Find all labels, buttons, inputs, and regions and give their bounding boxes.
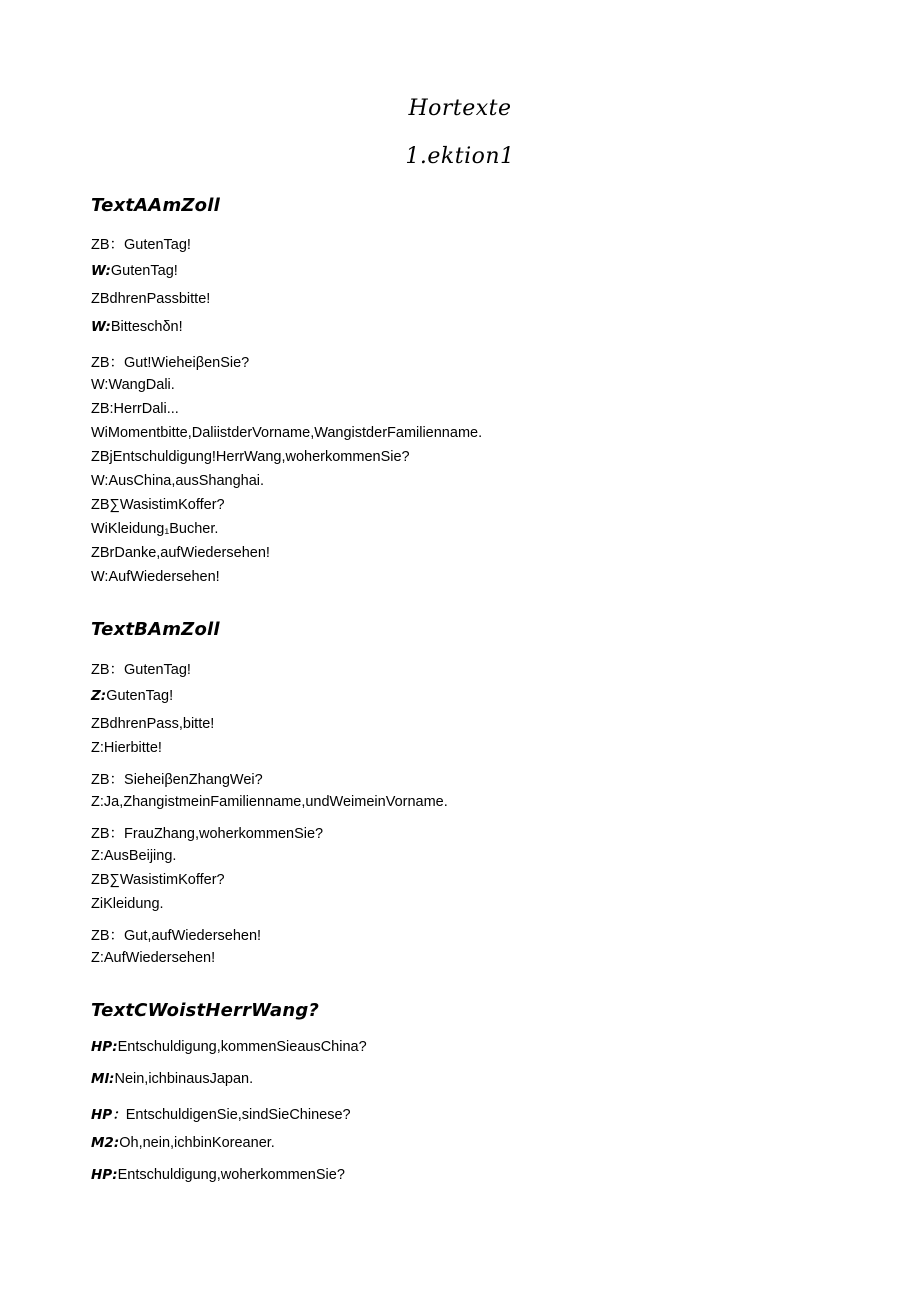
speaker-label: Z: <box>91 688 107 704</box>
line-text: ZBdhrenPassbitte! <box>91 291 211 307</box>
speaker-label: W: <box>91 319 111 335</box>
dialogue-line <box>91 497 225 513</box>
line-text: SieheiβenZhangWei? <box>124 772 263 788</box>
line-text: ZiKleidung. <box>91 896 164 912</box>
speaker-label: ZB： <box>91 355 125 371</box>
line-text: ZBdhrenPass,bitte! <box>91 716 215 732</box>
line-text: W:AusChina,ausShanghai. <box>91 473 265 489</box>
dialogue-line <box>91 740 162 756</box>
line-text: Bitteschδn! <box>110 319 183 335</box>
line-text: Z:AufWiedersehen! <box>91 950 216 966</box>
dialogue-line <box>91 872 225 888</box>
document-subtitle: 1.ektion1 <box>405 144 515 169</box>
dialogue-line <box>91 569 220 585</box>
line-text: ZBjEntschuldigung!HerrWang,woherkommenSie? <box>91 449 410 465</box>
dialogue-line <box>91 401 179 417</box>
section-heading-text-c: TextCWoistHerrWang? <box>91 1000 320 1021</box>
dialogue-line <box>91 688 173 704</box>
dialogue-line <box>91 1039 367 1055</box>
speaker-label: ZB： <box>91 772 125 788</box>
line-text: ZB∑WasistimKoffer? <box>91 497 225 513</box>
dialogue-line <box>91 1167 345 1183</box>
dialogue-line <box>91 233 191 254</box>
dialogue-line <box>91 768 263 789</box>
speaker-label: ZB： <box>91 662 125 678</box>
line-text: GutenTag! <box>106 688 174 704</box>
dialogue-line <box>91 658 191 679</box>
line-text: ZB:HerrDali... <box>91 401 179 417</box>
section-heading-text-a: TextAAmZoll <box>91 195 220 216</box>
dialogue-line <box>91 716 214 732</box>
dialogue-line <box>91 794 448 810</box>
dialogue-line <box>91 319 183 335</box>
dialogue-line <box>91 1071 253 1087</box>
speaker-label: HP: <box>91 1039 118 1055</box>
dialogue-line <box>91 473 264 489</box>
line-text: WiKleidung₁Bucher. <box>91 521 219 537</box>
document-title: Hortexte <box>408 96 512 121</box>
line-text: Gut!WieheiβenSie? <box>124 355 250 371</box>
dialogue-line <box>91 848 176 864</box>
line-text: Gut,aufWiedersehen! <box>124 928 262 944</box>
dialogue-line <box>91 896 164 912</box>
line-text: ZB∑WasistimKoffer? <box>91 872 225 888</box>
speaker-label: M2: <box>91 1135 120 1151</box>
dialogue-line <box>91 822 323 843</box>
speaker-label: Ml: <box>91 1071 115 1087</box>
dialogue-line <box>91 521 218 537</box>
line-text: ZBrDanke,aufWiedersehen! <box>91 545 270 561</box>
speaker-label: W: <box>91 263 111 279</box>
dialogue-line <box>91 425 482 441</box>
line-text: FrauZhang,woherkommenSie? <box>124 826 324 842</box>
dialogue-line <box>91 1103 351 1123</box>
line-text: Entschuldigung,woherkommenSie? <box>117 1167 345 1183</box>
line-text: GutenTag! <box>124 237 191 253</box>
speaker-label: HP： <box>91 1107 126 1123</box>
line-text: Nein,ichbinausJapan. <box>114 1071 254 1087</box>
speaker-label: HP: <box>91 1167 118 1183</box>
line-text: GutenTag! <box>124 662 191 678</box>
dialogue-line <box>91 950 215 966</box>
dialogue-line <box>91 351 249 372</box>
dialogue-line <box>91 545 270 561</box>
dialogue-line <box>91 377 175 393</box>
speaker-label: ZB： <box>91 826 125 842</box>
dialogue-line <box>91 263 178 279</box>
line-text: Entschuldigung,kommenSieausChina? <box>117 1039 367 1055</box>
dialogue-line <box>91 924 261 945</box>
line-text: Z:AusBeijing. <box>91 848 177 864</box>
line-text: GutenTag! <box>110 263 178 279</box>
line-text: Z:Hierbitte! <box>91 740 162 756</box>
line-text: Z:Ja,ZhangistmeinFamilienname,undWeimeinVorname. <box>91 794 448 810</box>
dialogue-line <box>91 449 410 465</box>
speaker-label: ZB： <box>91 928 125 944</box>
line-text: Oh,nein,ichbinKoreaner. <box>119 1135 275 1151</box>
dialogue-line <box>91 1135 275 1151</box>
line-text: W:WangDali. <box>91 377 175 393</box>
line-text: W:AufWiedersehen! <box>91 569 220 585</box>
dialogue-line <box>91 291 210 307</box>
section-heading-text-b: TextBAmZoll <box>91 619 220 640</box>
speaker-label: ZB： <box>91 237 125 253</box>
line-text: EntschuldigenSie,sindSieChinese? <box>125 1107 351 1123</box>
line-text: WiMomentbitte,DaliistderVorname,WangistderFamilienname. <box>91 425 483 441</box>
